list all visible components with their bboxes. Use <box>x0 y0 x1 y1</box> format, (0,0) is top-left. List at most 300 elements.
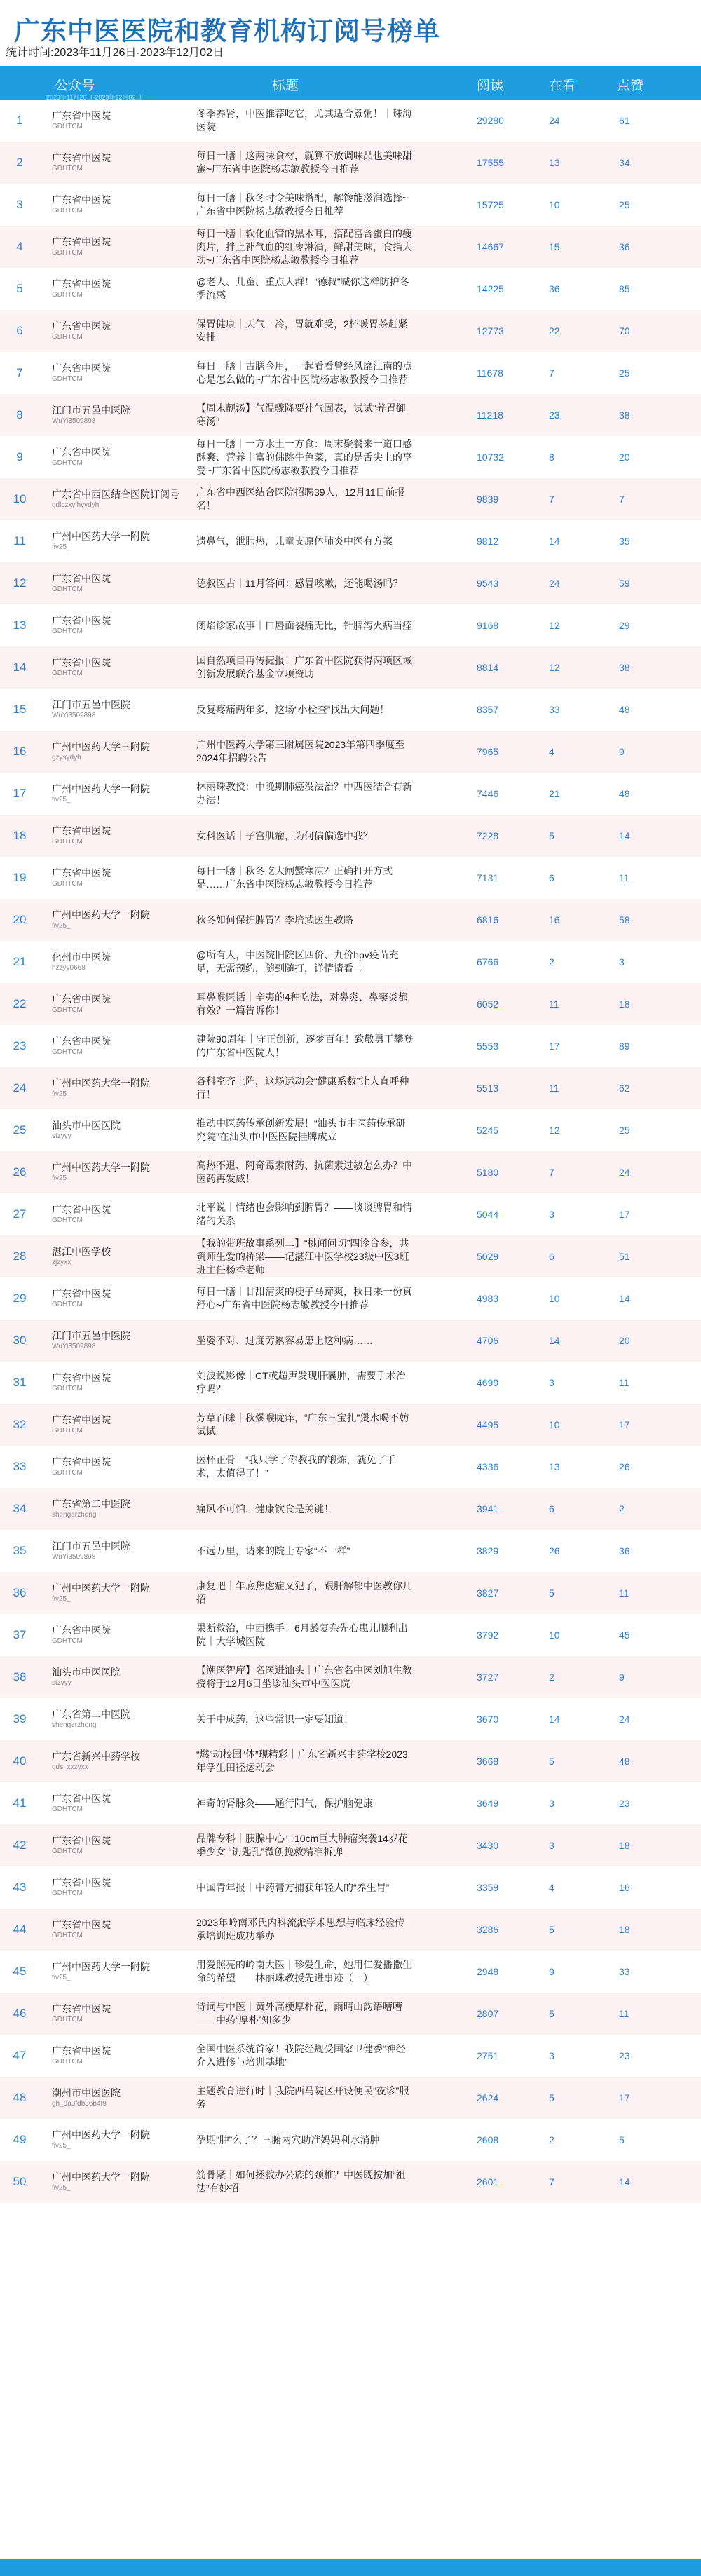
article-title[interactable] <box>196 478 414 520</box>
reads-value: 7228 <box>477 830 499 841</box>
reads-value: 6766 <box>477 956 499 968</box>
reads-value: 6052 <box>477 998 499 1010</box>
article-title[interactable] <box>196 2161 414 2203</box>
seeing-value: 6 <box>549 872 554 883</box>
article-title[interactable] <box>196 1446 414 1488</box>
seeing-value: 12 <box>549 662 560 673</box>
article-title-text: @所有人，中医院旧院区四价、九价hpv疫苗充足，无需预约，随到随打，详情请看→ <box>196 949 399 974</box>
table-row <box>0 478 701 520</box>
article-title[interactable] <box>196 226 414 268</box>
article-title-text: 芳草百味｜秋燥喉咙痒，“广东三宝扎”煲水喝不妨试试 <box>196 1412 409 1437</box>
account-cell <box>52 394 185 436</box>
account-id: fiv25_ <box>52 796 71 804</box>
account-id: WuYi3509898 <box>52 417 96 425</box>
article-title-text: 遗鼻气，泄肺热，儿童支原体肺炎中医有方案 <box>196 535 393 547</box>
rank-number: 40 <box>13 1754 27 1768</box>
account-id: WuYi3509898 <box>52 1343 96 1350</box>
rank-number: 12 <box>13 576 27 590</box>
reads-value: 7446 <box>477 788 499 799</box>
article-title[interactable] <box>196 562 414 604</box>
article-title[interactable] <box>196 1404 414 1446</box>
reads-value: 29280 <box>477 115 504 126</box>
article-title[interactable] <box>196 646 414 689</box>
article-title[interactable] <box>196 1866 414 1909</box>
seeing-value: 16 <box>549 914 560 926</box>
article-title[interactable] <box>196 1909 414 1951</box>
account-id: stzyyy <box>52 1132 72 1140</box>
account-id: GDHTCM <box>52 249 83 257</box>
article-title[interactable] <box>196 2035 414 2077</box>
article-title-text: 不远万里，请来的院士专家“不一样” <box>196 1545 350 1557</box>
account-id: WuYi3509898 <box>52 712 96 719</box>
reads-value: 2624 <box>477 2092 499 2103</box>
seeing-value: 11 <box>549 1083 559 1094</box>
col-likes-header: 点赞 <box>617 79 644 93</box>
article-title-text: 德叔医古｜11月答问：感冒咳嗽，还能喝汤吗？ <box>196 577 403 589</box>
rank-number: 43 <box>13 1880 27 1894</box>
article-title-text: 筋骨紧｜如何拯救办公族的颈椎？中医既按加“祖法”有妙招 <box>196 2169 406 2194</box>
reads-value: 2601 <box>477 2176 499 2188</box>
seeing-value: 6 <box>549 1503 554 1514</box>
account-id: fiv25_ <box>52 1174 71 1182</box>
rank-number: 39 <box>13 1712 27 1726</box>
account-name: 广州中医药大学一附院 <box>52 1078 150 1089</box>
stat-period: 统计时间:2023年11月26日-2023年12月02日 <box>6 47 224 59</box>
reads-value: 8814 <box>477 662 499 673</box>
account-id: GDHTCM <box>52 1848 83 1855</box>
article-title[interactable] <box>196 1025 414 1067</box>
account-name: 广东省中医院 <box>52 615 111 626</box>
article-title[interactable] <box>196 1656 414 1698</box>
table-row <box>0 1824 701 1866</box>
account-name: 广东省中医院 <box>52 1372 111 1383</box>
table-row <box>0 1656 701 1698</box>
account-cell <box>52 184 185 226</box>
article-title-text: 每日一膳｜秋冬时令美味搭配，解馋能滋润选择~广东省中医院杨志敏教授今日推荐 <box>196 192 409 217</box>
article-title-text: 女科医话｜子宫肌瘤，为何偏偏选中我？ <box>196 829 373 841</box>
article-title-text: 国自然项目再传捷报！广东省中医院获得两项区域创新发展联合基金立项资助 <box>196 655 412 679</box>
article-title[interactable] <box>196 689 414 731</box>
article-title[interactable] <box>196 773 414 815</box>
article-title[interactable] <box>196 941 414 983</box>
article-title-text: 每日一膳｜古膳今用，一起看看曾经风靡江南的点心是怎么做的~广东省中医院杨志敏教授今日推荐 <box>196 360 412 385</box>
article-title[interactable] <box>196 1109 414 1151</box>
article-title[interactable] <box>196 1572 414 1614</box>
account-cell <box>52 857 185 899</box>
seeing-value: 4 <box>549 746 554 757</box>
account-cell <box>52 1909 185 1951</box>
account-id: fiv25_ <box>52 2142 71 2150</box>
account-name: 广东省中医院 <box>52 867 111 879</box>
seeing-value: 5 <box>549 1587 554 1599</box>
seeing-value: 26 <box>549 1545 560 1557</box>
likes-value: 11 <box>619 1587 629 1599</box>
rank-number: 16 <box>13 745 27 758</box>
article-title-text: 每日一膳｜秋冬吃大闸蟹寒凉？正确打开方式是……广东省中医院杨志敏教授今日推荐 <box>196 865 393 890</box>
account-id: GDHTCM <box>52 880 83 888</box>
account-name: 广东省中医院 <box>52 236 111 248</box>
rank-number: 9 <box>16 450 23 463</box>
table-row <box>0 983 701 1025</box>
reads-value: 4983 <box>477 1293 499 1304</box>
reads-value: 14667 <box>477 241 504 252</box>
reads-value: 9168 <box>477 620 499 631</box>
article-title[interactable] <box>196 1782 414 1824</box>
article-title-text: 每日一膳｜软化血管的黑木耳，搭配富含蛋白的瘦肉片，拌上补气血的红枣淋滴，鲜甜美味，食指大动~广东省中医院杨志敏教授今日推荐 <box>196 227 412 266</box>
rank-number: 7 <box>16 366 23 379</box>
seeing-value: 22 <box>549 325 560 337</box>
seeing-value: 2 <box>549 956 554 968</box>
account-name: 广州中医药大学一附院 <box>52 1961 150 1972</box>
reads-value: 2948 <box>477 1966 499 1977</box>
account-id: GDHTCM <box>52 838 83 846</box>
likes-value: 38 <box>619 409 630 421</box>
account-cell <box>52 646 185 689</box>
account-name: 广东省中医院 <box>52 1288 111 1299</box>
account-id: GDHTCM <box>52 165 83 172</box>
likes-value: 18 <box>619 998 630 1010</box>
article-title-text: 秋冬如何保护脾胃？李培武医生教路 <box>196 914 353 926</box>
rank-number: 20 <box>13 913 27 926</box>
likes-value: 29 <box>619 620 630 631</box>
account-cell <box>52 1277 185 1320</box>
article-title[interactable] <box>196 310 414 352</box>
likes-value: 61 <box>619 115 630 126</box>
likes-value: 25 <box>619 1125 630 1136</box>
account-cell <box>52 1025 185 1067</box>
account-cell <box>52 1866 185 1909</box>
rank-number: 4 <box>16 240 23 253</box>
article-title-text: 高热不退、阿奇霉素耐药、抗菌素过敏怎么办？中医药再发威！ <box>196 1160 412 1184</box>
reads-value: 3649 <box>477 1798 499 1809</box>
account-cell <box>52 689 185 731</box>
account-id: shengerzhong <box>52 1721 97 1729</box>
rank-number: 3 <box>16 198 23 211</box>
article-title-text: 2023年岭南邓氏内科流派学术思想与临床经验传承培训班成功举办 <box>196 1917 405 1941</box>
likes-value: 36 <box>619 1545 630 1557</box>
table-row <box>0 394 701 436</box>
account-id: GDHTCM <box>52 670 83 677</box>
article-title[interactable] <box>196 857 414 899</box>
col-reads-header: 阅读 <box>477 79 504 93</box>
rank-number: 2 <box>16 156 23 169</box>
account-name: 广州中医药大学三附院 <box>52 741 150 752</box>
col-seeing-header: 在看 <box>549 79 576 93</box>
likes-value: 70 <box>619 325 630 337</box>
article-title[interactable] <box>196 1698 414 1740</box>
seeing-value: 11 <box>549 998 559 1010</box>
seeing-value: 13 <box>549 1461 560 1472</box>
account-cell <box>52 1993 185 2035</box>
seeing-value: 3 <box>549 1209 554 1220</box>
rank-number: 48 <box>13 2091 27 2104</box>
likes-value: 11 <box>619 872 629 883</box>
reads-value: 11678 <box>477 367 503 379</box>
account-cell <box>52 731 185 773</box>
reads-value: 5180 <box>477 1167 499 1178</box>
rank-number: 41 <box>13 1796 27 1810</box>
rank-number: 31 <box>13 1376 27 1389</box>
rank-number: 50 <box>13 2175 27 2188</box>
account-cell <box>52 2035 185 2077</box>
seeing-value: 14 <box>549 1714 560 1725</box>
table-row <box>0 352 701 394</box>
article-title[interactable] <box>196 1193 414 1235</box>
article-title[interactable] <box>196 1824 414 1866</box>
account-name: 广东省中医院 <box>52 278 111 290</box>
likes-value: 2 <box>619 1503 625 1514</box>
rank-number: 47 <box>13 2049 27 2062</box>
account-name: 江门市五邑中医院 <box>52 1330 130 1341</box>
reads-value: 5029 <box>477 1251 499 1262</box>
rank-number: 29 <box>13 1292 27 1305</box>
col-subnote: 2023年11月26日-2023年12月02日 <box>46 94 142 101</box>
table-row <box>0 1782 701 1824</box>
reads-value: 2751 <box>477 2050 499 2061</box>
table-row <box>0 1446 701 1488</box>
rank-number: 34 <box>13 1502 27 1515</box>
article-title[interactable] <box>196 1488 414 1530</box>
article-title-text: 孕期“肿”么了？三腑两穴助准妈妈利水消肿 <box>196 2134 380 2145</box>
article-title[interactable] <box>196 268 414 310</box>
account-name: 广东省中医院 <box>52 1835 111 1846</box>
table-row <box>0 857 701 899</box>
likes-value: 34 <box>619 157 630 168</box>
account-cell <box>52 142 185 184</box>
seeing-value: 9 <box>549 1966 554 1977</box>
account-name: 汕头市中医医院 <box>52 1120 121 1131</box>
account-cell <box>52 2077 185 2119</box>
article-title[interactable] <box>196 604 414 646</box>
likes-value: 11 <box>619 1377 629 1388</box>
likes-value: 45 <box>619 1629 630 1641</box>
article-title[interactable] <box>196 815 414 857</box>
rank-number: 18 <box>13 829 27 842</box>
table-header <box>0 66 701 100</box>
reads-value: 17555 <box>477 157 504 168</box>
table-row <box>0 1067 701 1109</box>
account-cell <box>52 1404 185 1446</box>
seeing-value: 10 <box>549 1629 560 1641</box>
account-cell <box>52 100 185 142</box>
account-name: 广东省中医院 <box>52 1456 111 1467</box>
likes-value: 11 <box>619 2008 629 2019</box>
account-name: 广东省中医院 <box>52 657 111 668</box>
table-row <box>0 1698 701 1740</box>
rank-number: 21 <box>13 955 27 968</box>
rank-number: 44 <box>13 1923 27 1936</box>
article-title-text: 全国中医系统首家！我院经规受国家卫健委“神经介入进修与培训基地” <box>196 2043 406 2068</box>
article-title[interactable] <box>196 1151 414 1193</box>
account-id: gds_xxzyxx <box>52 1763 88 1771</box>
article-title[interactable] <box>196 2119 414 2161</box>
account-id: shengerzhong <box>52 1511 97 1519</box>
table-row <box>0 1488 701 1530</box>
reads-value: 2807 <box>477 2008 499 2019</box>
reads-value: 4495 <box>477 1419 499 1430</box>
reads-value: 11218 <box>477 409 503 421</box>
likes-value: 59 <box>619 578 630 589</box>
article-title-text: 中国青年报｜中药膏方捕获年轻人的“养生胃” <box>196 1881 390 1893</box>
table-row <box>0 1951 701 1993</box>
table-row <box>0 1404 701 1446</box>
account-name: 广州中医药大学一附院 <box>52 2171 150 2183</box>
seeing-value: 3 <box>549 1798 554 1809</box>
reads-value: 12773 <box>477 325 504 337</box>
seeing-value: 3 <box>549 2050 554 2061</box>
table-row <box>0 731 701 773</box>
likes-value: 24 <box>619 1714 630 1725</box>
account-name: 广东省中医院 <box>52 447 111 458</box>
article-title[interactable] <box>196 1740 414 1782</box>
account-id: GDHTCM <box>52 1385 83 1392</box>
reads-value: 9839 <box>477 494 499 505</box>
table-row <box>0 1235 701 1277</box>
account-name: 广东省中医院 <box>52 152 111 163</box>
account-name: 广东省新兴中药学校 <box>52 1751 140 1762</box>
article-title[interactable] <box>196 899 414 941</box>
account-id: gdlczxyjhyydyh <box>52 501 100 509</box>
table-row <box>0 100 701 142</box>
col-title-header: 标题 <box>272 79 299 93</box>
reads-value: 5513 <box>477 1083 499 1094</box>
rank-number: 22 <box>13 997 27 1010</box>
account-name: 广东省中医院 <box>52 2003 111 2014</box>
account-name: 广东省中医院 <box>52 2045 111 2056</box>
account-id: WuYi3509898 <box>52 1553 96 1561</box>
article-title-text: 建院90周年｜守正创新，逐梦百年！致敬勇于攀登的广东省中医院人！ <box>196 1033 414 1058</box>
article-title[interactable] <box>196 731 414 773</box>
seeing-value: 14 <box>549 1335 560 1346</box>
seeing-value: 17 <box>549 1040 560 1052</box>
account-cell <box>52 1488 185 1530</box>
reads-value: 3286 <box>477 1924 499 1935</box>
ranking-table <box>0 66 701 2203</box>
account-name: 广州中医药大学一附院 <box>52 1162 150 1173</box>
account-name: 广东省中医院 <box>52 362 111 374</box>
seeing-value: 10 <box>549 1293 560 1304</box>
article-title[interactable] <box>196 352 414 394</box>
article-title[interactable] <box>196 1530 414 1572</box>
table-row <box>0 1362 701 1404</box>
rank-number: 10 <box>13 492 27 506</box>
likes-value: 14 <box>619 2176 630 2188</box>
account-id: GDHTCM <box>52 207 83 215</box>
rank-number: 8 <box>16 408 23 421</box>
seeing-value: 7 <box>549 1167 554 1178</box>
table-row <box>0 1909 701 1951</box>
rank-number: 32 <box>13 1418 27 1431</box>
table-row <box>0 1320 701 1362</box>
reads-value: 3792 <box>477 1629 499 1641</box>
account-id: fiv25_ <box>52 543 71 551</box>
account-id: fiv25_ <box>52 922 71 930</box>
account-name: 广东省中医院 <box>52 1625 111 1636</box>
seeing-value: 24 <box>549 115 560 126</box>
table-row <box>0 1025 701 1067</box>
article-title[interactable] <box>196 1993 414 2035</box>
account-name: 广东省第二中医院 <box>52 1709 130 1720</box>
article-title[interactable] <box>196 394 414 436</box>
table-row <box>0 1277 701 1320</box>
article-title[interactable] <box>196 2077 414 2119</box>
article-title[interactable] <box>196 1235 414 1277</box>
account-cell <box>52 268 185 310</box>
col-account-header: 公众号 <box>55 79 95 93</box>
article-title[interactable] <box>196 142 414 184</box>
account-cell <box>52 478 185 520</box>
article-title[interactable] <box>196 1067 414 1109</box>
article-title-text: 每日一膳｜甘甜清爽的梗子马蹄爽，秋日来一份真舒心~广东省中医院杨志敏教授今日推荐 <box>196 1286 412 1310</box>
likes-value: 9 <box>619 1672 625 1683</box>
article-title[interactable] <box>196 520 414 562</box>
account-cell <box>52 1446 185 1488</box>
account-name: 广东省中医院 <box>52 1877 111 1888</box>
article-title[interactable] <box>196 1951 414 1993</box>
rank-number: 1 <box>16 114 23 127</box>
table-row <box>0 2077 701 2119</box>
rank-number: 24 <box>13 1081 27 1094</box>
likes-value: 51 <box>619 1251 630 1262</box>
seeing-value: 5 <box>549 1756 554 1767</box>
table-row <box>0 604 701 646</box>
reads-value: 7131 <box>477 872 499 883</box>
article-title-text: 医杯正骨！“我只学了你教我的锻炼，就免了手术，太值得了！” <box>196 1454 396 1479</box>
article-title-text: 反复疼痛两年多，这场“小检查”找出大问题！ <box>196 703 390 715</box>
article-title[interactable] <box>196 1362 414 1404</box>
reads-value: 6816 <box>477 914 499 926</box>
account-id: gh_8a3fdb36b4f9 <box>52 2100 107 2108</box>
account-id: fiv25_ <box>52 1974 71 1981</box>
account-cell <box>52 2161 185 2203</box>
article-title[interactable] <box>196 1614 414 1656</box>
seeing-value: 23 <box>549 409 560 421</box>
likes-value: 17 <box>619 1419 630 1430</box>
article-title-text: 【我的带班故事系列二】“桃闻问切”四诊合参，共筑师生爱的桥梁——记湛江中医学校23级中医3班班主任杨香老师 <box>196 1237 409 1275</box>
rank-number: 38 <box>13 1670 27 1683</box>
account-name: 广州中医药大学一附院 <box>52 531 150 542</box>
account-id: gzysydyh <box>52 754 81 761</box>
reads-value: 3359 <box>477 1882 499 1893</box>
article-title[interactable] <box>196 1277 414 1320</box>
article-title[interactable] <box>196 100 414 142</box>
account-name: 广东省中医院 <box>52 1919 111 1930</box>
seeing-value: 5 <box>549 2092 554 2103</box>
article-title[interactable] <box>196 1320 414 1362</box>
article-title-text: 坐姿不对、过度劳累容易患上这种病…… <box>196 1334 373 1346</box>
article-title[interactable] <box>196 983 414 1025</box>
seeing-value: 12 <box>549 1125 560 1136</box>
likes-value: 48 <box>619 1756 630 1767</box>
account-cell <box>52 1740 185 1782</box>
account-name: 汕头市中医医院 <box>52 1667 121 1678</box>
likes-value: 14 <box>619 830 630 841</box>
likes-value: 58 <box>619 914 630 926</box>
seeing-value: 5 <box>549 830 554 841</box>
reads-value: 4699 <box>477 1377 499 1388</box>
likes-value: 5 <box>619 2134 625 2145</box>
article-title[interactable] <box>196 436 414 478</box>
article-title[interactable] <box>196 184 414 226</box>
rank-number: 30 <box>13 1334 27 1347</box>
table-row <box>0 2119 701 2161</box>
likes-value: 14 <box>619 1293 630 1304</box>
seeing-value: 14 <box>549 536 560 547</box>
table-row <box>0 1993 701 2035</box>
article-title-text: 闭焰诊家故事｜口唇面裂痛无比，针脾泻火病当痊 <box>196 619 412 631</box>
account-cell <box>52 1614 185 1656</box>
account-id: GDHTCM <box>52 585 83 593</box>
